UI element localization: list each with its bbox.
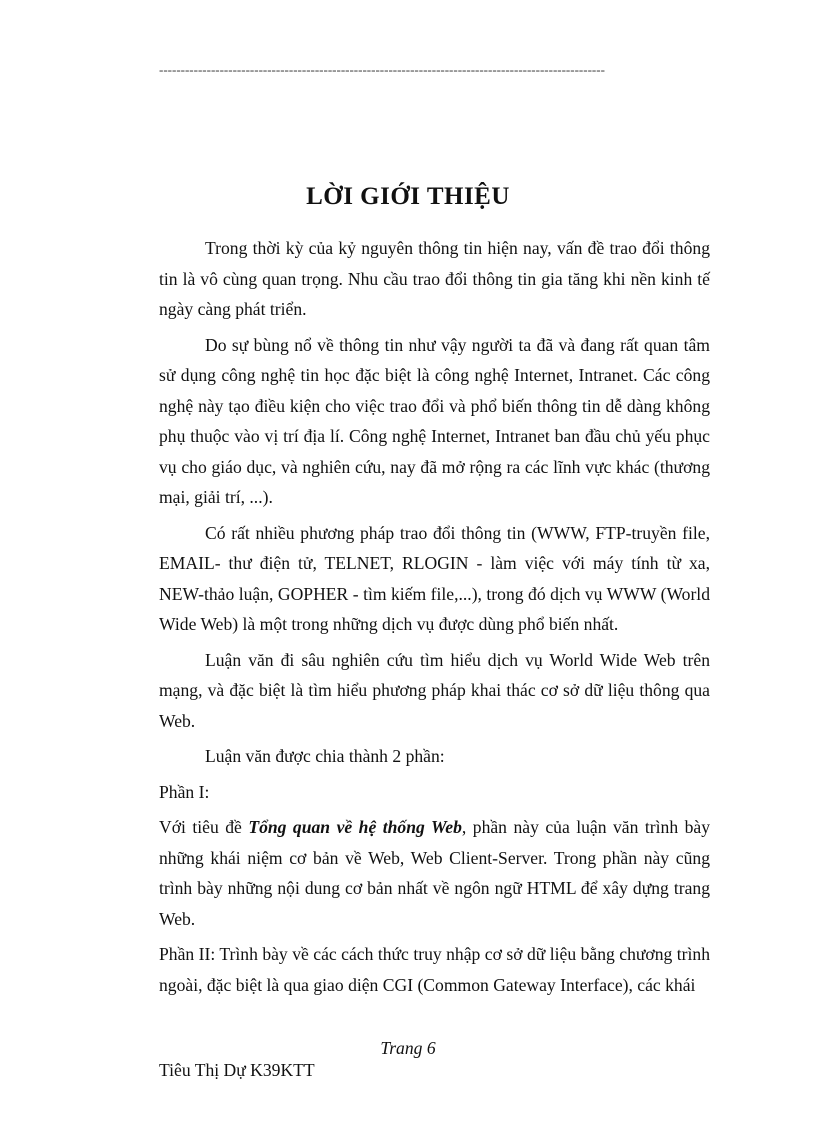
paragraph-thesis-structure: Luận văn được chia thành 2 phần:	[205, 746, 445, 766]
page-number: Trang 6	[380, 1038, 436, 1058]
part1-prefix: Với tiêu đề	[159, 817, 249, 837]
header-dashed-rule: -------------------------------------------------------------------------------------------------------	[159, 64, 605, 76]
paragraph-intro: Trong thời kỳ của kỷ nguyên thông tin hiện nay, vấn đề trao đổi thông tin là vô cùng quan trọng. Nhu cầu trao đổi thông tin gia tăng khi nền kinh tế ngày càng phát triển.	[159, 238, 710, 319]
paragraph-part1	[159, 812, 710, 934]
paragraph-internet: Do sự bùng nổ về thông tin như vậy người ta đã và đang rất quan tâm sử dụng công nghệ tin học đặc biệt là công nghệ Internet, Intranet. Các công nghệ này tạo điều kiện cho việc trao đổi và phổ biến thông tin dễ dàng không phụ thuộc vào vị trí địa lí. Công nghệ Internet, Intranet ban đầu chủ yếu phục vụ cho giáo dục, và nghiên cứu, nay đã mở rộng ra các lĩnh vực khác (thương mại, giải trí, ...).	[159, 334, 710, 507]
part1-description: , phần này của luận văn trình bày những khái niệm cơ bản về Web, Web Client-Server. Trong phần này cũng trình bày những nội dung cơ bản nhất về ngôn ngữ HTML để xây dựng trang Web.	[159, 817, 710, 929]
paragraph-part2: Phần II: Trình bày về các cách thức truy nhập cơ sở dữ liệu bằng chương trình ngoài, đặc biệt là qua giao diện CGI (Common Gateway Interface), các khái	[159, 944, 710, 995]
paragraph-methods: Có rất nhiều phương pháp trao đổi thông tin (WWW, FTP-truyền file, EMAIL- thư điện tử, TELNET, RLOGIN - làm việc với máy tính từ xa, NEW-thảo luận, GOPHER - tìm kiếm file,...), trong đó dịch vụ WWW (World Wide Web) là một trong những dịch vụ được dùng phổ biến nhất.	[159, 522, 710, 634]
part1-heading: Phần I:	[159, 781, 210, 802]
part1-emphasis: Tổng quan về hệ thống Web	[248, 817, 462, 837]
page-title: LỜI GIỚI THIỆU	[306, 182, 510, 210]
document-body	[159, 233, 710, 1005]
footer-author: Tiêu Thị Dự K39KTT	[159, 1060, 315, 1080]
paragraph-thesis-focus: Luận văn đi sâu nghiên cứu tìm hiểu dịch vụ World Wide Web trên mạng, và đặc biệt là tìm hiểu phương pháp khai thác cơ sở dữ liệu thông qua Web.	[159, 649, 710, 731]
